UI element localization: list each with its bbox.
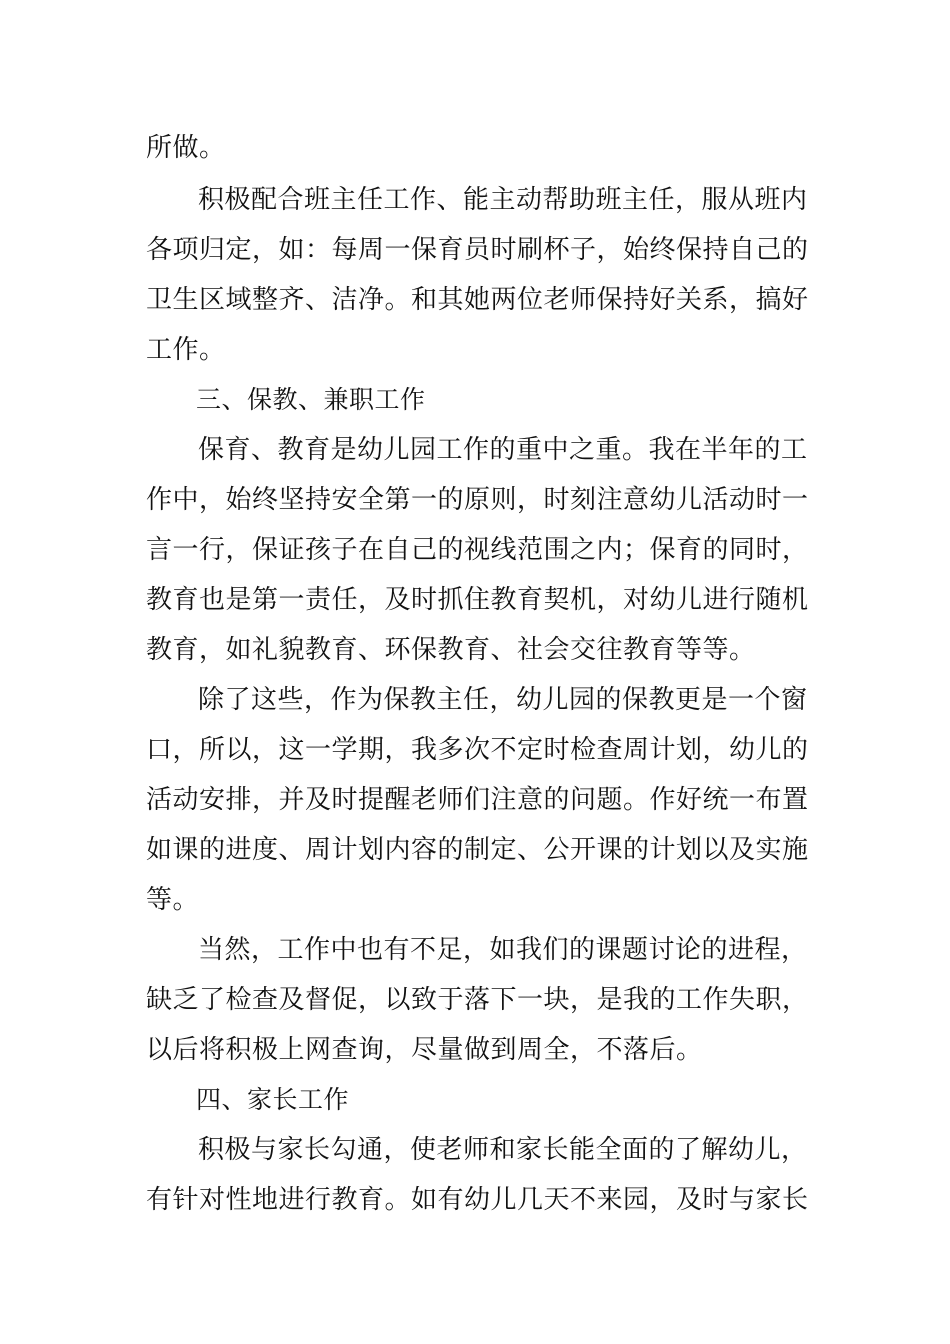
section-heading: 四、家长工作 <box>196 1085 350 1114</box>
paragraph-line: 言一行，保证孩子在自己的视线范围之内；保育的同时， <box>146 535 809 565</box>
paragraph-line: 保育、教育是幼儿园工作的重中之重。我在半年的工 <box>198 435 808 465</box>
paragraph-line: 以后将积极上网查询，尽量做到周全，不落后。 <box>146 1035 703 1065</box>
section-heading: 三、保教、兼职工作 <box>196 385 426 414</box>
paragraph-line: 当然，工作中也有不足，如我们的课题讨论的进程， <box>198 935 808 965</box>
paragraph-line: 工作。 <box>146 335 226 365</box>
paragraph-line: 卫生区域整齐、洁净。和其她两位老师保持好关系，搞好 <box>146 285 809 315</box>
paragraph-line: 口，所以，这一学期，我多次不定时检查周计划，幼儿的 <box>146 735 809 765</box>
paragraph-line: 所做。 <box>146 133 226 163</box>
paragraph-line: 作中，始终坚持安全第一的原则，时刻注意幼儿活动时一 <box>146 485 809 515</box>
paragraph-line: 教育，如礼貌教育、环保教育、社会交往教育等等。 <box>146 635 756 665</box>
paragraph-line: 教育也是第一责任，及时抓住教育契机，对幼儿进行随机 <box>146 585 809 615</box>
paragraph-line: 积极与家长勾通，使老师和家长能全面的了解幼儿， <box>198 1135 808 1165</box>
paragraph-line: 积极配合班主任工作、能主动帮助班主任，服从班内 <box>198 185 808 215</box>
paragraph-line: 除了这些，作为保教主任，幼儿园的保教更是一个窗 <box>198 685 808 715</box>
paragraph-line: 有针对性地进行教育。如有幼儿几天不来园，及时与家长 <box>146 1185 809 1215</box>
paragraph-line: 活动安排，并及时提醒老师们注意的问题。作好统一布置 <box>146 785 809 815</box>
paragraph-line: 各项归定，如：每周一保育员时刷杯子，始终保持自己的 <box>146 235 809 265</box>
paragraph-line: 缺乏了检查及督促，以致于落下一块，是我的工作失职， <box>146 985 809 1015</box>
paragraph-line: 如课的进度、周计划内容的制定、公开课的计划以及实施 <box>146 835 809 865</box>
paragraph-line: 等。 <box>146 885 200 915</box>
